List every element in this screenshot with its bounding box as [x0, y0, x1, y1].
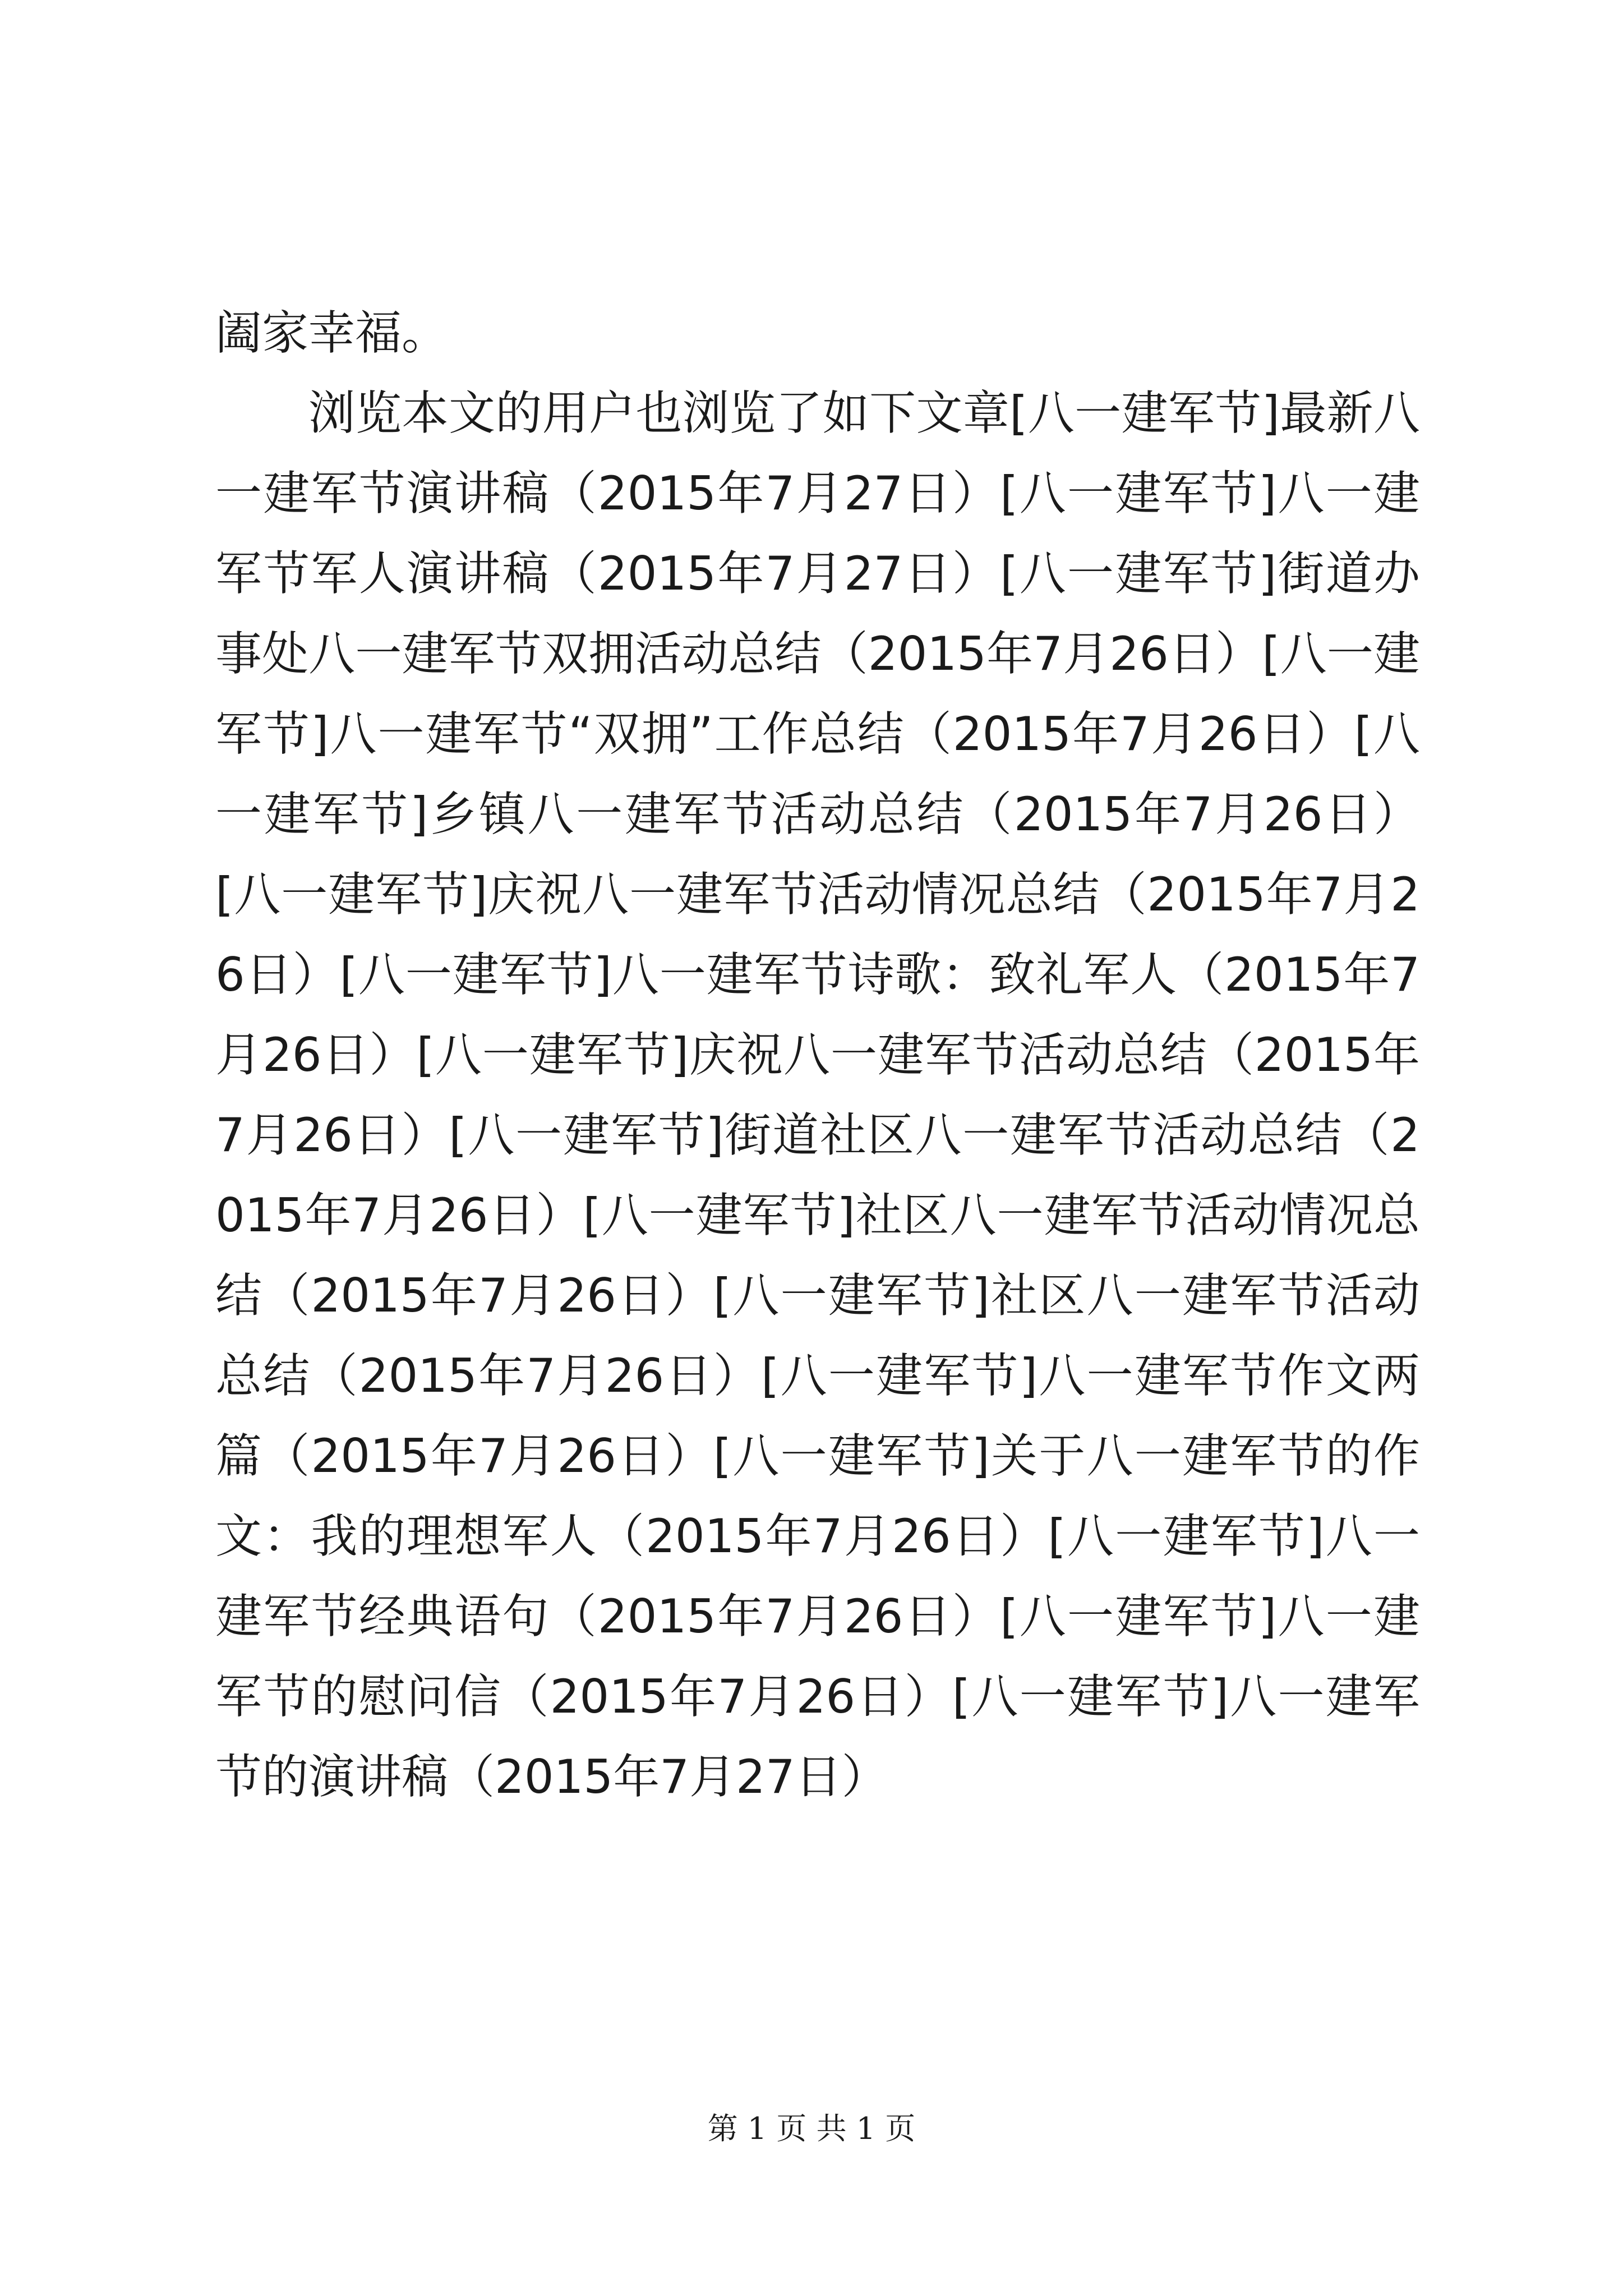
paragraph-closing-line: 阖家幸福。 — [215, 306, 448, 360]
paragraph-related-articles: 浏览本文的用户也浏览了如下文章[八一建军节]最新八一建军节演讲稿（2015年7月27日）[八一建军节]八一建军节军人演讲稿（2015年7月27日）[八一建军节]街道办事处八一建军节双拥活动总结（2015年7月26日）[八一建军节]八一建军节“双拥”工作总结（2015年7月26日）[八一建军节]乡镇八一建军节活动总结（2015年7月26日）[八一建军节]庆祝八一建军节活动情况总结（2015年7月26日）[八一建军节]八一建军节诗歌：致礼军人（2015年7月26日）[八一建军节]庆祝八一建军节活动总结（2015年7月26日）[八一建军节]街道社区八一建军节活动总结（2015年7月26日）[八一建军节]社区八一建军节活动情况总结（2015年7月26日）[八一建军节]社区八一建军节活动总结（2015年7月26日）[八一建军节]八一建军节作文两篇（2015年7月26日）[八一建军节]关于八一建军节的作文：我的理想军人（2015年7月26日）[八一建军节]八一建军节经典语句（2015年7月26日）[八一建军节]八一建军节的慰问信（2015年7月26日）[八一建军节]八一建军节的演讲稿（2015年7月27日） — [215, 386, 1420, 1804]
document-body — [215, 293, 1420, 1817]
page-footer: 第 1 页 共 1 页 — [707, 2111, 916, 2146]
